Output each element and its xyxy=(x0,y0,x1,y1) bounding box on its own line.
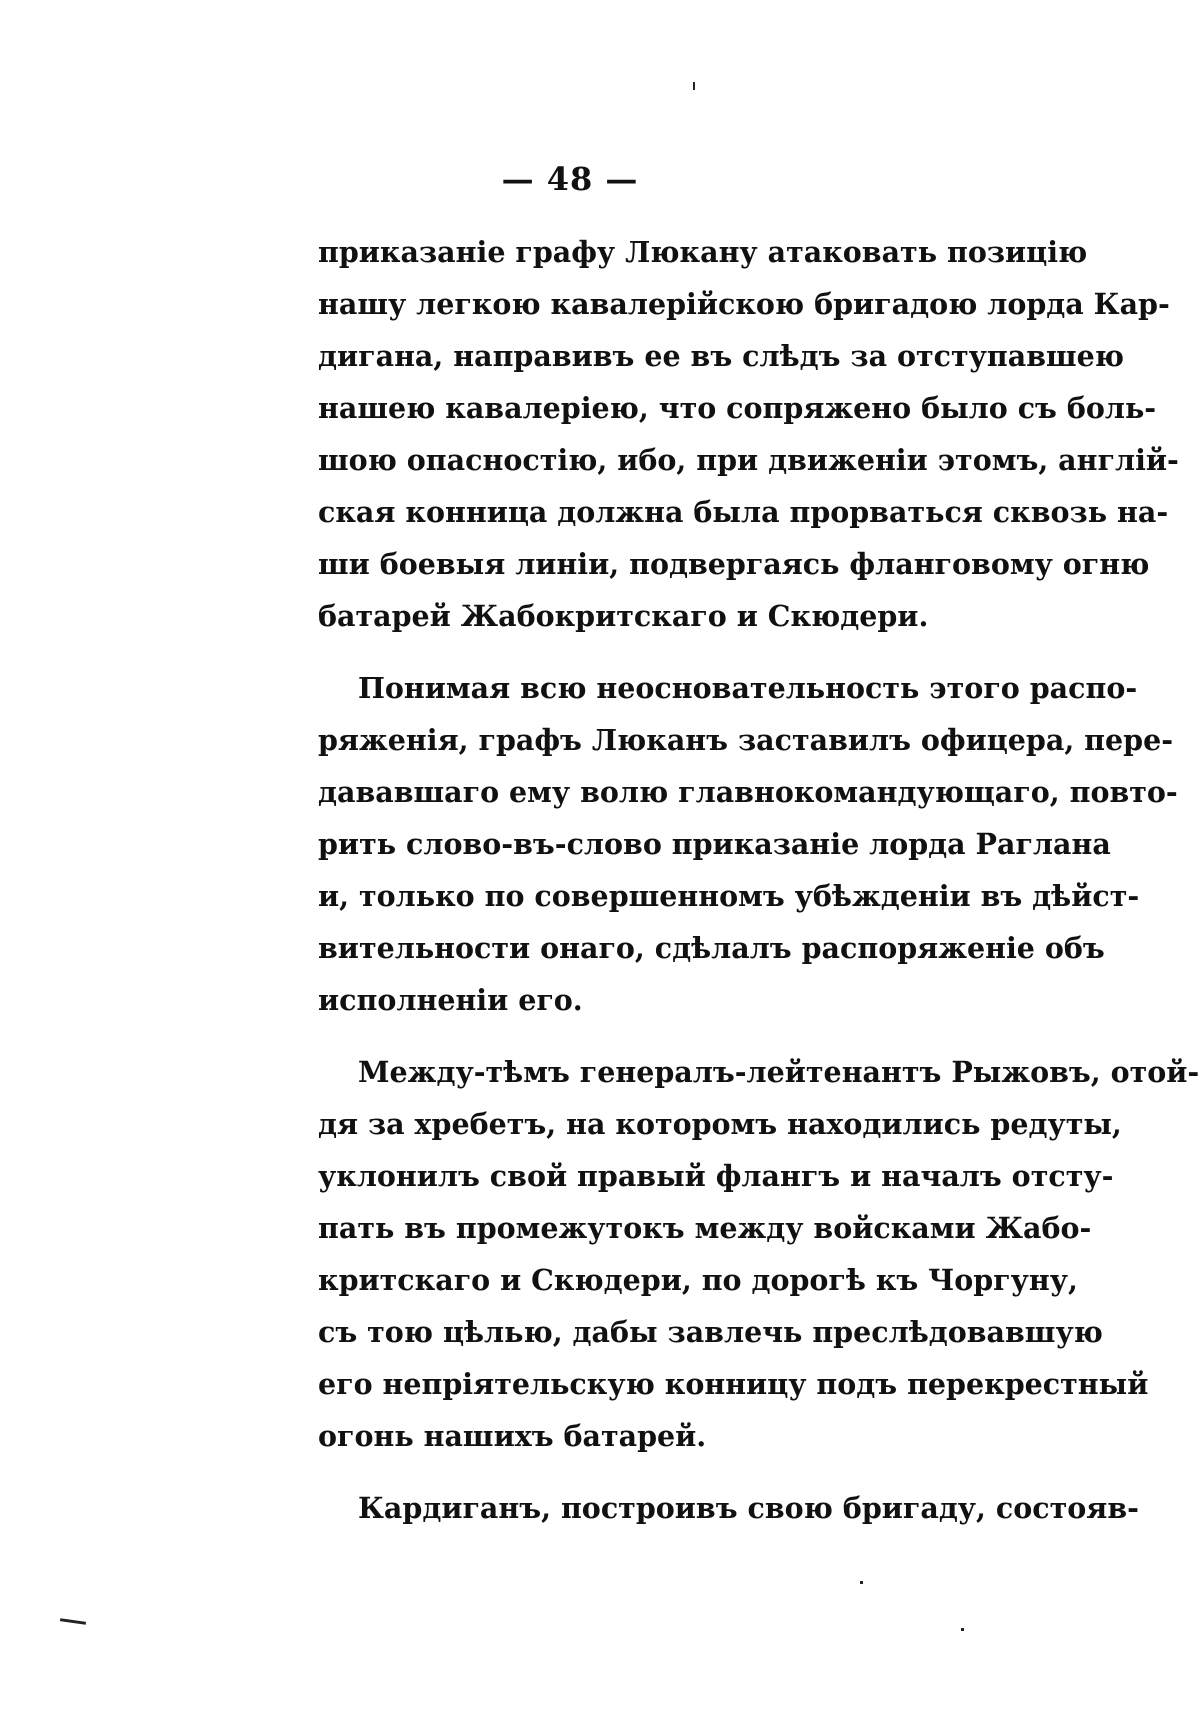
text-line: приказаніе графу Люкану атаковать позицію xyxy=(318,235,1088,269)
text-line: нашу легкою кавалерійскою бригадою лорда Кар- xyxy=(318,287,1170,321)
text-line: ши боевыя линіи, подвергаясь фланговому огню xyxy=(318,547,1150,581)
text-line: ряженія, графъ Люканъ заставилъ офицера, пере- xyxy=(318,723,1174,757)
text-line: Кардиганъ, построивъ свою бригаду, состояв- xyxy=(358,1491,1139,1525)
text-line: и, только по совершенномъ убѣжденіи въ дѣйст- xyxy=(318,879,1140,913)
text-line: огонь нашихъ батарей. xyxy=(318,1419,707,1453)
text-line: дигана, направивъ ее въ слѣдъ за отступавшею xyxy=(318,339,1125,373)
text-line: пать въ промежутокъ между войсками Жабо- xyxy=(318,1211,1092,1245)
paragraph xyxy=(318,226,1179,642)
text-line: съ тою цѣлью, дабы завлечь преслѣдовавшую xyxy=(318,1315,1103,1349)
text-line: дававшаго ему волю главнокомандующаго, повто- xyxy=(318,775,1178,809)
text-line: батарей Жабокритскаго и Скюдери. xyxy=(318,599,929,633)
text-line: ская конница должна была прорваться сквозь на- xyxy=(318,495,1169,529)
paragraph xyxy=(318,1482,1139,1534)
text-line: Между-тѣмъ генералъ-лейтенантъ Рыжовъ, отой- xyxy=(358,1055,1199,1089)
text-line: вительности онаго, сдѣлалъ распоряженіе объ xyxy=(318,931,1105,965)
ink-speck xyxy=(860,1581,863,1584)
text-line: его непріятельскую конницу подъ перекрестный xyxy=(318,1367,1149,1401)
text-line: исполненіи его. xyxy=(318,983,583,1017)
ink-mark xyxy=(693,82,695,90)
body-text xyxy=(318,226,1199,1534)
paragraph xyxy=(318,662,1178,1026)
text-line: рить слово-въ-слово приказаніе лорда Раглана xyxy=(318,827,1111,861)
text-line: дя за хребетъ, на которомъ находились редуты, xyxy=(318,1107,1122,1141)
text-line: уклонилъ свой правый флангъ и началъ отсту- xyxy=(318,1159,1114,1193)
ink-speck xyxy=(961,1628,964,1631)
text-line: критскаго и Скюдери, по дорогѣ къ Чоргуну, xyxy=(318,1263,1078,1297)
text-line: шою опасностію, ибо, при движеніи этомъ, англій- xyxy=(318,443,1179,477)
ink-mark xyxy=(60,1618,86,1625)
text-line: нашею кавалеріею, что сопряжено было съ боль- xyxy=(318,391,1157,425)
text-line: Понимая всю неосновательность этого распо- xyxy=(358,671,1138,705)
paragraph xyxy=(318,1046,1199,1462)
page-number: — 48 — xyxy=(501,160,639,198)
